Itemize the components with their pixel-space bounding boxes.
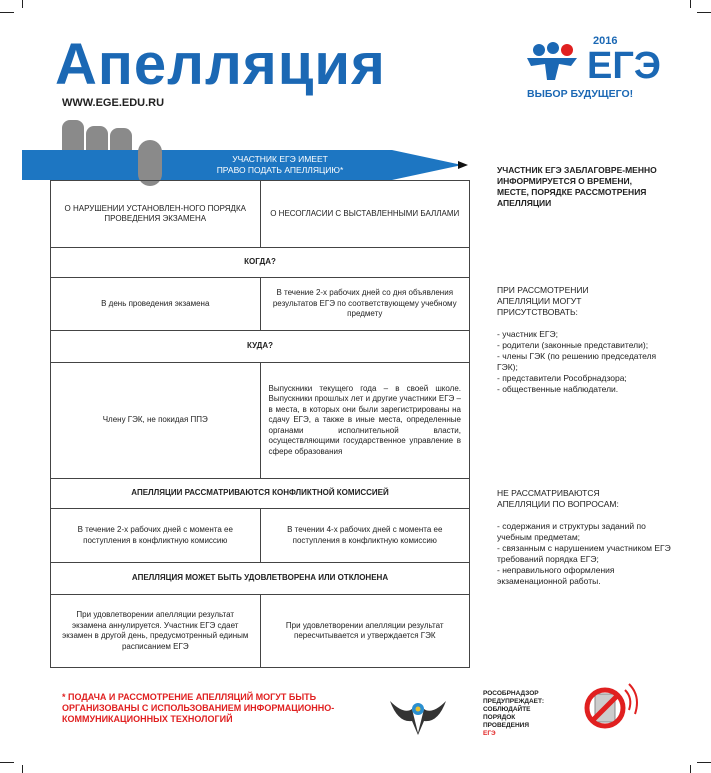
logo-slogan: ВЫБОР БУДУЩЕГО! (527, 88, 634, 100)
present-section (497, 285, 672, 395)
table-cell: Члену ГЭК, не покидая ППЭ (51, 363, 261, 479)
logo-name: ЕГЭ (587, 45, 661, 87)
footnote: * ПОДАЧА И РАССМОТРЕНИЕ АПЕЛЛЯЦИЙ МОГУТ БЫТЬ ОРГАНИЗОВАНЫ С ИСПОЛЬЗОВАНИЕМ ИНФОРМАЦИОННО-КОММУНИКАЦИОННЫХ ТЕХНОЛОГИЙ (62, 692, 335, 724)
table-cell: При удовлетворении апелляции результат экзамена аннулируется. Участник ЕГЭ сдает экзамен в другой день, предусмотренный единым расписанием ЕГЭ (51, 595, 261, 668)
outcome-header: АПЕЛЛЯЦИЯ МОЖЕТ БЫТЬ УДОВЛЕТВОРЕНА ИЛИ ОТКЛОНЕНА (51, 563, 470, 595)
page-title: Апелляция (55, 32, 386, 97)
disagreement-cell: О НЕСОГЛАСИИ С ВЫСТАВЛЕННЫМИ БАЛЛАМИ (260, 181, 470, 248)
appeal-table (50, 180, 470, 668)
crop-mark (0, 762, 14, 763)
logo-year: 2016 (593, 35, 618, 47)
table-cell: В течении 4-х рабочих дней с момента ее поступления в конфликтную комиссию (260, 509, 470, 563)
list-item: - общественные наблюдатели. (497, 384, 619, 394)
people-logo-icon (525, 42, 585, 82)
crop-mark (22, 0, 23, 8)
list-item: - связанным с нарушением участником ЕГЭ требований порядка ЕГЭ; (497, 543, 671, 564)
ege-logo (525, 36, 675, 102)
crop-mark (690, 765, 691, 773)
pencil-text: УЧАСТНИК ЕГЭ ИМЕЕТ ПРАВО ПОДАТЬ АПЕЛЛЯЦИЮ* (216, 154, 344, 175)
no-phone-icon (583, 680, 643, 730)
list-item: - представители Рособрнадзора; (497, 373, 627, 383)
table-cell: В течение 2-х рабочих дней с момента ее поступления в конфликтную комиссию (51, 509, 261, 563)
when-header: КОГДА? (51, 248, 470, 278)
informed-note: УЧАСТНИК ЕГЭ ЗАБЛАГОВРЕ-МЕННО ИНФОРМИРУЕТСЯ О ВРЕМЕНИ, МЕСТЕ, ПОРЯДКЕ РАССМОТРЕНИЯ АПЕЛЛЯЦИИ (497, 165, 657, 208)
where-header: КУДА? (51, 331, 470, 363)
pencil-tip (392, 150, 462, 180)
table-cell: Выпускники текущего года – в своей школе. Выпускники прошлых лет и другие участники ЕГЭ – в места, в которых они были зарегистрированы на сдачу ЕГЭ, а также в иные места, определенные органами исполнительной власти, осуществляющими государственное управление в сфере образования (260, 363, 470, 479)
rosobrnadzor-emblem-icon (390, 695, 446, 737)
not-considered-section (497, 488, 672, 587)
list-item: - неправильного оформления экзаменационной работы. (497, 565, 615, 586)
crop-mark (690, 0, 691, 8)
list-item: - родители (законные представители); (497, 340, 649, 350)
list-item: - члены ГЭК (по решению председателя ГЭК); (497, 351, 657, 372)
list-item: - участник ЕГЭ; (497, 329, 559, 339)
table-cell: В день проведения экзамена (51, 278, 261, 331)
crop-mark (697, 762, 711, 763)
website-url[interactable]: WWW.EGE.EDU.RU (62, 97, 165, 109)
crop-mark (22, 765, 23, 773)
violation-cell: О НАРУШЕНИИ УСТАНОВЛЕН-НОГО ПОРЯДКА ПРОВЕДЕНИЯ ЭКЗАМЕНА (51, 181, 261, 248)
rosobrnadzor-warning: РОСОБРНАДЗОР ПРЕДУПРЕЖДАЕТ: СОБЛЮДАЙТЕ ПОРЯДОК ПРОВЕДЕНИЯ ЕГЭ (483, 690, 545, 737)
not-considered-title: НЕ РАССМАТРИВАЮТСЯ АПЕЛЛЯЦИИ ПО ВОПРОСАМ: (497, 488, 619, 509)
commission-header: АПЕЛЛЯЦИИ РАССМАТРИВАЮТСЯ КОНФЛИКТНОЙ КОМИССИЕЙ (51, 479, 470, 509)
pencil-lead (458, 161, 468, 169)
crop-mark (0, 12, 14, 13)
list-item: - содержания и структуры заданий по учебным предметам; (497, 521, 646, 542)
crop-mark (697, 12, 711, 13)
present-title: ПРИ РАССМОТРЕНИИ АПЕЛЛЯЦИИ МОГУТ ПРИСУТСТВОВАТЬ: (497, 285, 589, 317)
table-cell: При удовлетворении апелляции результат пересчитывается и утверждается ГЭК (260, 595, 470, 668)
table-cell: В течение 2-х рабочих дней со дня объявления результатов ЕГЭ по соответствующему учебному предмету (260, 278, 470, 331)
